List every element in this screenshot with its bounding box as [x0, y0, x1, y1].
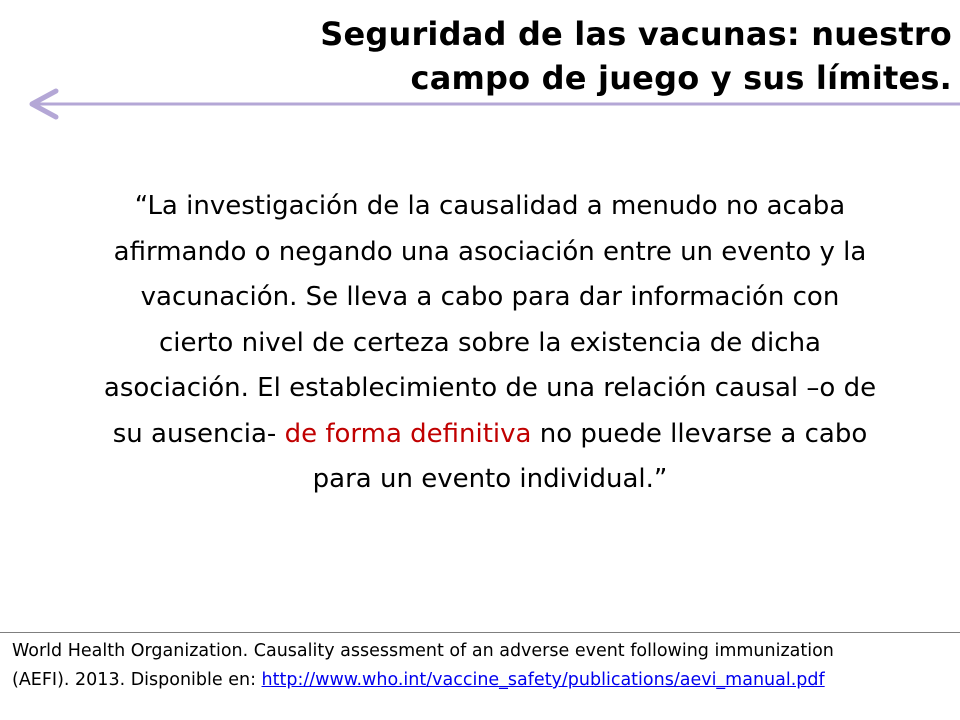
reference-line-2	[12, 666, 950, 695]
quote-highlight: de forma definitiva	[284, 418, 532, 449]
reference-link[interactable]: http://www.who.int/vaccine_safety/publications/aevi_manual.pdf	[261, 670, 825, 690]
quote-text-end: no puede llevarse a cabo para un evento individual.”	[312, 418, 868, 494]
slide-title-line-1: Seguridad de las vacunas: nuestro	[320, 15, 952, 53]
quote-text-start: “La investigación de la causalidad a menudo no acaba afirmando o negando una asociación entre un evento y la vacunación. Se lleva a cabo para dar información con cierto nivel de certeza sobre la existencia de dicha asociación. El establecimiento de una relación causal –o de su ausencia-	[103, 191, 877, 449]
back-arrow-icon[interactable]	[24, 86, 960, 126]
reference-footer	[0, 632, 960, 720]
reference-prefix: (AEFI). 2013. Disponible en:	[12, 670, 262, 690]
quote-text	[100, 184, 880, 503]
slide-title-line-2: campo de juego y sus límites.	[410, 59, 952, 97]
reference-line-1: World Health Organization. Causality assessment of an adverse event following immunization	[12, 641, 834, 661]
